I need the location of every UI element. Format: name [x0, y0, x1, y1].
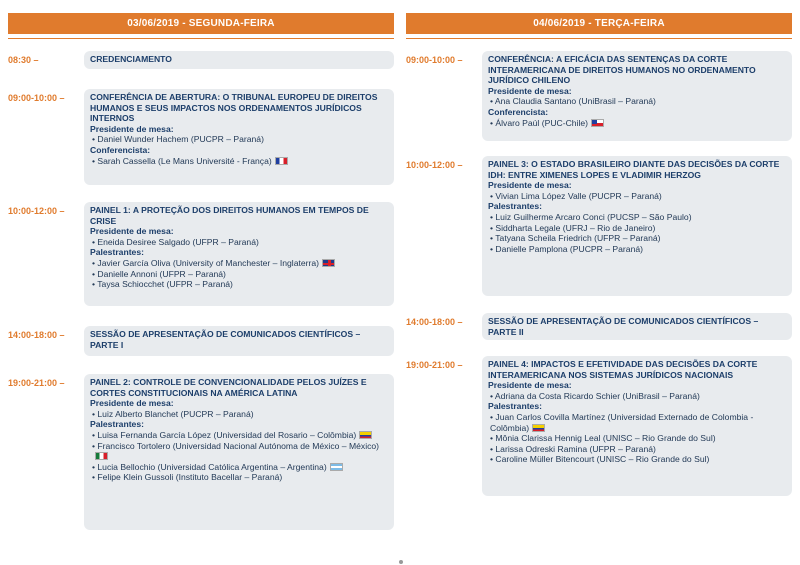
role-label: Presidente de mesa: [488, 180, 572, 191]
speaker-name: • Tatyana Scheila Friedrich (UFPR – Paraná) [490, 233, 661, 244]
speaker-name: • Siddharta Legale (UFRJ – Rio de Janeiro) [490, 222, 656, 233]
session-card [482, 313, 792, 340]
session-card [84, 51, 394, 69]
speaker-item [90, 409, 388, 420]
role-label: Presidente de mesa: [90, 226, 174, 237]
session-title: PAINEL 2: CONTROLE DE CONVENCIONALIDADE PELOS JUÍZES E CORTES CONSTITUCIONAIS NA AMÉRICA LATINA [90, 377, 367, 398]
session-title: CONFERÊNCIA DE ABERTURA: O TRIBUNAL EUROPEU DE DIREITOS HUMANOS E SEUS IMPACTOS NOS ORDENAMENTOS JURÍDICOS INTERNOS [90, 92, 378, 124]
role-label: Presidente de mesa: [488, 85, 572, 96]
role-label: Conferencista: [90, 144, 151, 155]
speaker-name: • Francisco Tortolero (Universidad Nacional Autónoma de México – México) [92, 440, 380, 451]
speaker-item [90, 430, 388, 441]
speaker-name: • Eneida Desiree Salgado (UFPR – Paraná) [92, 236, 259, 247]
session-card [84, 202, 394, 306]
speaker-item [90, 441, 388, 462]
speaker-name: • Daniel Wunder Hachem (PUCPR – Paraná) [92, 134, 264, 145]
flag-uk-icon [322, 259, 335, 267]
speaker-item [90, 279, 388, 290]
slot-time: 10:00-12:00 – [8, 206, 65, 216]
speaker-name: • Luisa Fernanda García López (Universidad del Rosario – Colômbia) [92, 429, 357, 440]
role-label: Presidente de mesa: [90, 398, 174, 409]
day-header-tuesday [406, 13, 792, 34]
role-label: Palestrantes: [488, 201, 542, 212]
speaker-item [90, 156, 388, 167]
speaker-name: • Danielle Pamplona (PUCPR – Paraná) [490, 243, 643, 254]
slot-time: 19:00-21:00 – [406, 360, 463, 370]
speaker-item [488, 223, 786, 234]
session-card [84, 374, 394, 530]
flag-cl-icon [591, 119, 604, 127]
speaker-name: • Sarah Cassella (Le Mans Université - França) [92, 155, 272, 166]
session-card [482, 51, 792, 141]
header-divider [406, 38, 792, 39]
slot-time: 09:00-10:00 – [406, 55, 463, 65]
session-title: SESSÃO DE APRESENTAÇÃO DE COMUNICADOS CIENTÍFICOS – PARTE I [90, 329, 361, 350]
day-header-label: 04/06/2019 - TERÇA-FEIRA [533, 18, 665, 29]
speaker-name: • Juan Carlos Covilla Martínez (Universidad Externado de Colombia - Colômbia) [490, 411, 754, 433]
speaker-item [488, 454, 786, 465]
slot-time: 14:00-18:00 – [406, 317, 463, 327]
speaker-item [90, 269, 388, 280]
speaker-name: • Larissa Odreski Ramina (UFPR – Paraná) [490, 443, 656, 454]
speaker-item [488, 444, 786, 455]
session-card [482, 356, 792, 496]
day-header-monday [8, 13, 394, 34]
speaker-name: • Luiz Guilherme Arcaro Conci (PUCSP – São Paulo) [490, 211, 692, 222]
speaker-item [90, 237, 388, 248]
slot-time: 10:00-12:00 – [406, 160, 463, 170]
session-title: PAINEL 4: IMPACTOS E EFETIVIDADE DAS DECISÕES DA CORTE INTERAMERICANA NOS SISTEMAS JURÍDICOS NACIONAIS [488, 359, 758, 380]
role-label: Palestrantes: [90, 247, 144, 258]
session-card [84, 326, 394, 356]
speaker-name: • Javier García Oliva (University of Manchester – Inglaterra) [92, 257, 320, 268]
role-label: Presidente de mesa: [488, 380, 572, 391]
speaker-name: • Álvaro Paúl (PUC-Chile) [490, 117, 589, 128]
speaker-item [488, 233, 786, 244]
speaker-name: • Felipe Klein Gussoli (Instituto Bacellar – Paraná) [92, 472, 283, 483]
speaker-item [488, 96, 786, 107]
flag-ar-icon [330, 463, 343, 471]
session-title: SESSÃO DE APRESENTAÇÃO DE COMUNICADOS CIENTÍFICOS – PARTE II [488, 316, 759, 337]
day-header-label: 03/06/2019 - SEGUNDA-FEIRA [127, 18, 275, 29]
speaker-item [488, 433, 786, 444]
speaker-name: • Mônia Clarissa Hennig Leal (UNISC – Rio Grande do Sul) [490, 433, 716, 444]
speaker-name: • Danielle Annoni (UFPR – Paraná) [92, 268, 226, 279]
speaker-item [488, 191, 786, 202]
slot-time: 14:00-18:00 – [8, 330, 65, 340]
role-label: Presidente de mesa: [90, 123, 174, 134]
speaker-name: • Adriana da Costa Ricardo Schier (UniBrasil – Paraná) [490, 390, 700, 401]
role-label: Palestrantes: [90, 419, 144, 430]
flag-fr-icon [275, 157, 288, 165]
speaker-item [488, 118, 786, 129]
speaker-item [90, 472, 388, 483]
role-label: Conferencista: [488, 106, 549, 117]
speaker-item [488, 412, 786, 433]
slot-time: 08:30 – [8, 55, 39, 65]
speaker-name: • Taysa Schiocchet (UFPR – Paraná) [92, 279, 233, 290]
flag-mx-icon [95, 452, 108, 460]
session-title: PAINEL 1: A PROTEÇÃO DOS DIREITOS HUMANOS EM TEMPOS DE CRISE [90, 205, 369, 226]
page-dot [399, 560, 403, 564]
speaker-name: • Caroline Müller Bitencourt (UNISC – Rio Grande do Sul) [490, 454, 710, 465]
speaker-item [90, 134, 388, 145]
session-title: CONFERÊNCIA: A EFICÁCIA DAS SENTENÇAS DA CORTE INTERAMERICANA DE DIREITOS HUMANOS NO ORDENAMENTO JURÍDICO CHILENO [488, 54, 756, 86]
session-title: PAINEL 3: O ESTADO BRASILEIRO DIANTE DAS DECISÕES DA CORTE IDH: ENTRE XIMENES LOPES E VLADIMIR HERZOG [488, 159, 780, 180]
speaker-name: • Luiz Alberto Blanchet (PUCPR – Paraná) [92, 408, 254, 419]
speaker-name: • Vivian Lima López Valle (PUCPR – Paraná) [490, 190, 662, 201]
speaker-item [90, 462, 388, 473]
speaker-name: • Lucia Bellochio (Universidad Católica Argentina – Argentina) [92, 461, 327, 472]
speaker-item [488, 244, 786, 255]
slot-time: 09:00-10:00 – [8, 93, 65, 103]
session-title: CREDENCIAMENTO [90, 54, 172, 64]
flag-co-icon [532, 424, 545, 432]
slot-time: 19:00-21:00 – [8, 378, 65, 388]
speaker-item [90, 258, 388, 269]
speaker-item [488, 391, 786, 402]
session-card [84, 89, 394, 185]
session-card [482, 156, 792, 296]
flag-co-icon [359, 431, 372, 439]
header-divider [8, 38, 394, 39]
speaker-name: • Ana Claudia Santano (UniBrasil – Paraná) [490, 96, 656, 107]
speaker-item [488, 212, 786, 223]
role-label: Palestrantes: [488, 401, 542, 412]
